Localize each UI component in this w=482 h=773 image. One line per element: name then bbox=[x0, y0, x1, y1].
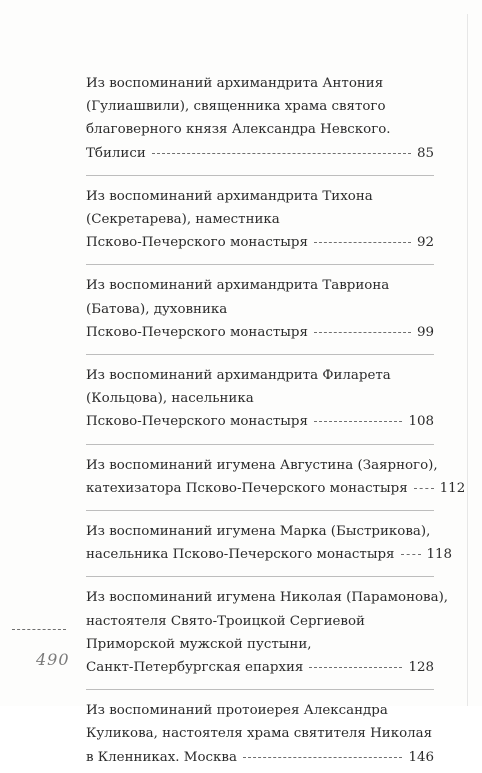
toc-entry-line: в Кленниках. Москва bbox=[86, 749, 237, 765]
toc-entry[interactable] bbox=[86, 697, 434, 773]
toc-entry-line: Из воспоминаний архимандрита Филарета bbox=[86, 368, 391, 384]
toc-entry-line: настоятеля Свято-Троицкой Сергиевой bbox=[86, 613, 365, 629]
page-number: 108 bbox=[408, 414, 434, 430]
toc-entry-line: Псково-Печерского монастыря bbox=[86, 414, 308, 430]
toc-entry-last-line bbox=[86, 410, 434, 433]
entry-divider bbox=[86, 689, 434, 690]
dot-leader bbox=[243, 757, 402, 758]
toc-entry-line: Из воспоминаний архимандрита Антония bbox=[86, 76, 384, 91]
entry-divider bbox=[86, 444, 434, 445]
toc-entry[interactable] bbox=[86, 272, 434, 348]
toc-entry-line: Из воспоминаний архимандрита Тавриона bbox=[86, 278, 390, 294]
page-number: 146 bbox=[408, 749, 434, 765]
entry-divider bbox=[86, 264, 434, 265]
toc-entry-line: Из воспоминаний протоиерея Александра bbox=[86, 703, 388, 719]
toc-entry-line: Куликова, настоятеля храма святителя Николая bbox=[86, 726, 433, 742]
toc-entry-line: благоверного князя Александра Невского. bbox=[86, 122, 391, 138]
toc-entry-line: Из воспоминаний игумена Николая (Парамонова), bbox=[86, 590, 449, 606]
dot-leader bbox=[414, 488, 434, 489]
dot-leader bbox=[309, 667, 402, 668]
page-number: 99 bbox=[416, 324, 434, 340]
dot-leader bbox=[314, 242, 411, 243]
toc-entry-line: (Секретарева), наместника bbox=[86, 212, 280, 228]
toc-entry-line: Из воспоминаний архимандрита Тихона bbox=[86, 188, 373, 204]
toc-entry-line: (Кольцова), насельника bbox=[86, 391, 254, 407]
dot-leader bbox=[401, 554, 421, 555]
page-number: 128 bbox=[408, 660, 434, 676]
toc-entry-line: катехизатора Псково-Печерского монастыря bbox=[86, 480, 408, 496]
page-number: 118 bbox=[426, 547, 453, 563]
toc-entry-line: Псково-Печерского монастыря bbox=[86, 235, 308, 251]
dot-leader bbox=[314, 332, 411, 333]
toc-entry-last-line bbox=[86, 321, 434, 344]
toc-entry-line: (Гулиашвили), священника храма святого bbox=[86, 99, 386, 115]
dot-leader bbox=[152, 153, 411, 154]
toc-entry[interactable] bbox=[86, 452, 466, 504]
page-number: 85 bbox=[416, 145, 434, 161]
toc-entry-line: насельника Псково-Печерского монастыря bbox=[86, 547, 395, 563]
page-folio: 490 bbox=[36, 650, 70, 669]
toc-entry[interactable] bbox=[86, 183, 434, 259]
entry-divider bbox=[86, 510, 434, 511]
toc-entry-line: Псково-Печерского монастыря bbox=[86, 324, 308, 340]
entry-divider bbox=[86, 354, 434, 355]
toc-entry-line: Тбилиси bbox=[86, 145, 146, 161]
toc-entry-last-line bbox=[86, 656, 434, 679]
toc-entry-line: (Батова), духовника bbox=[86, 301, 228, 317]
toc-entry[interactable] bbox=[86, 70, 434, 169]
entry-divider bbox=[86, 576, 434, 577]
toc-entry[interactable] bbox=[86, 518, 453, 570]
page-number: 92 bbox=[416, 235, 434, 251]
table-of-contents bbox=[86, 70, 466, 773]
toc-entry-line: Из воспоминаний игумена Августина (Заярного), bbox=[86, 457, 438, 473]
toc-entry[interactable] bbox=[86, 362, 434, 438]
toc-entry-last-line bbox=[86, 477, 466, 500]
toc-entry-last-line bbox=[86, 142, 434, 165]
toc-entry-line: Приморской мужской пустыни, bbox=[86, 636, 312, 652]
toc-entry[interactable] bbox=[86, 584, 449, 683]
page-number: 112 bbox=[439, 480, 466, 496]
toc-entry-last-line bbox=[86, 543, 453, 566]
toc-entry-line: Из воспоминаний игумена Марка (Быстрикова), bbox=[86, 524, 431, 540]
toc-entry-last-line bbox=[86, 231, 434, 254]
dot-leader bbox=[314, 421, 403, 422]
entry-divider bbox=[86, 175, 434, 176]
margin-dash-leader bbox=[12, 629, 66, 630]
page-edge-line bbox=[467, 14, 468, 706]
toc-entry-last-line bbox=[86, 746, 434, 769]
toc-entry-line: Санкт-Петербургская епархия bbox=[86, 660, 304, 676]
